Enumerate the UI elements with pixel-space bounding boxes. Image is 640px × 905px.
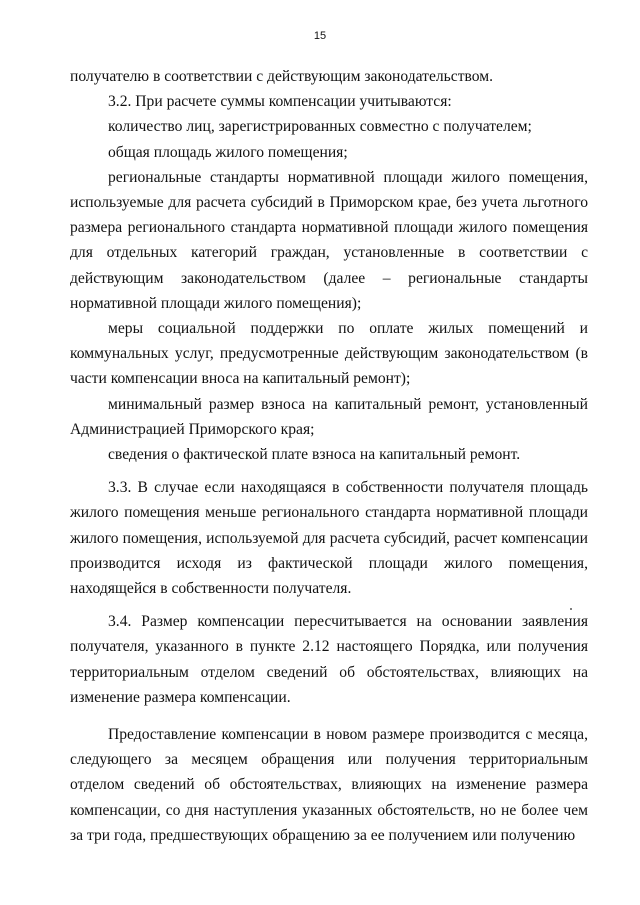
document-body: [70, 64, 588, 848]
paragraph-minimum-contribution: минимальный размер взноса на капитальный ремонт, установленный Администрацией Приморского края;: [70, 395, 588, 438]
paragraph-actual-payment: сведения о фактической плате взноса на капитальный ремонт.: [108, 446, 521, 464]
scan-speck: [570, 608, 572, 610]
paragraph-social-support: меры социальной поддержки по оплате жилых помещений и коммунальных услуг, предусмотренные действующим законодательством (в части компенсации вноса на капитальный ремонт);: [70, 320, 588, 388]
paragraph-new-amount: Предоставление компенсации в новом размере производится с месяца, следующего за месяцем обращения или получения территориальным отделом сведений об обстоятельствах, влияющих на изменение размера компенсации, со дня наступления указанных обстоятельств, но не более чем за три года, предшествующих обращению за ее получением или получению: [70, 726, 588, 844]
paragraph-continuation: получателю в соответствии с действующим законодательством.: [70, 68, 494, 85]
paragraph-3-2-heading: 3.2. При расчете суммы компенсации учитываются:: [108, 93, 452, 111]
paragraph-total-area: общая площадь жилого помещения;: [108, 143, 348, 161]
paragraph-3-3: 3.3. В случае если находящаяся в собственности получателя площадь жилого помещения меньше регионального стандарта нормативной площади жилого помещения, используемой для расчета субсидий, расчет компенсации производится исходя из фактической площади жилого помещения, находящейся в собственности получателя.: [70, 479, 588, 598]
paragraph-regional-standards: региональные стандарты нормативной площади жилого помещения, используемые для расчета субсидий в Приморском крае, без учета льготного размера регионального стандарта нормативной площади жилого помещения для отдельных категорий граждан, установленные в соответствии с действующим законодательством (далее – региональные стандарты нормативной площади жилого помещения);: [70, 168, 588, 312]
page-number: 15: [313, 30, 327, 42]
paragraph-3-4: 3.4. Размер компенсации пересчитывается на основании заявления получателя, указанного в пункте 2.12 настоящего Порядка, или получения территориальным отделом сведений об обстоятельствах, влияющих на изменение размера компенсации.: [70, 613, 588, 706]
paragraph-persons-count: количество лиц, зарегистрированных совместно с получателем;: [108, 118, 532, 136]
